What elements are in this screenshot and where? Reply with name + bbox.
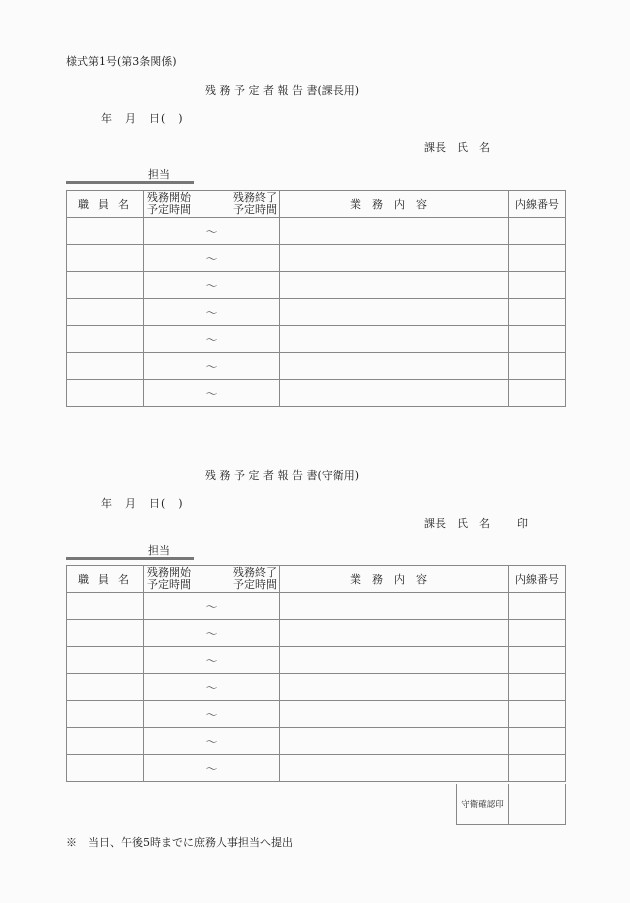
name-cell[interactable] [67, 647, 144, 674]
header-start-time: 残務開始 予定時間 [147, 191, 191, 216]
work-cell[interactable] [280, 674, 509, 701]
table-row [67, 755, 566, 782]
section1-signature-label: 課長 氏 名 [424, 141, 490, 154]
time-cell[interactable]: ～ [144, 755, 280, 782]
ext-cell[interactable] [509, 299, 566, 326]
guard-seal-cell[interactable] [509, 784, 565, 824]
section1-table [66, 190, 566, 407]
name-cell[interactable] [67, 620, 144, 647]
work-cell[interactable] [280, 272, 509, 299]
table-row [67, 701, 566, 728]
name-cell[interactable] [67, 326, 144, 353]
name-cell[interactable] [67, 245, 144, 272]
name-cell[interactable] [67, 728, 144, 755]
work-cell[interactable] [280, 353, 509, 380]
time-cell[interactable]: ～ [144, 272, 280, 299]
section1-title: 残 務 予 定 者 報 告 書(課長用) [205, 84, 360, 97]
name-cell[interactable] [67, 218, 144, 245]
time-cell[interactable]: ～ [144, 728, 280, 755]
time-cell[interactable]: ～ [144, 326, 280, 353]
section1-tanto-label: 担当 [148, 168, 170, 181]
section2-title: 残 務 予 定 者 報 告 書(守衛用) [205, 469, 360, 482]
table-row [67, 272, 566, 299]
guard-confirm-box [456, 784, 566, 825]
time-cell[interactable]: ～ [144, 647, 280, 674]
header-employee-name: 職員名 [67, 191, 144, 218]
time-cell[interactable]: ～ [144, 299, 280, 326]
header-time [144, 191, 280, 218]
work-cell[interactable] [280, 755, 509, 782]
time-cell[interactable]: ～ [144, 218, 280, 245]
time-cell[interactable]: ～ [144, 674, 280, 701]
time-cell[interactable]: ～ [144, 245, 280, 272]
time-cell[interactable]: ～ [144, 701, 280, 728]
ext-cell[interactable] [509, 647, 566, 674]
ext-cell[interactable] [509, 353, 566, 380]
work-cell[interactable] [280, 701, 509, 728]
header-employee-name: 職員名 [67, 566, 144, 593]
table-row [67, 620, 566, 647]
table-row [67, 674, 566, 701]
time-cell[interactable]: ～ [144, 353, 280, 380]
table-row [67, 593, 566, 620]
ext-cell[interactable] [509, 380, 566, 407]
table-row [67, 326, 566, 353]
table-row [67, 647, 566, 674]
table-row [67, 728, 566, 755]
section2-tanto-underline [66, 557, 194, 560]
work-cell[interactable] [280, 380, 509, 407]
time-cell[interactable]: ～ [144, 380, 280, 407]
work-cell[interactable] [280, 218, 509, 245]
ext-cell[interactable] [509, 245, 566, 272]
name-cell[interactable] [67, 272, 144, 299]
table-row [67, 380, 566, 407]
name-cell[interactable] [67, 299, 144, 326]
form-id: 様式第1号(第3条関係) [66, 55, 177, 68]
name-cell[interactable] [67, 701, 144, 728]
section2-date[interactable]: 年 月 日( ) [101, 497, 184, 510]
work-cell[interactable] [280, 593, 509, 620]
table-row [67, 245, 566, 272]
ext-cell[interactable] [509, 674, 566, 701]
work-cell[interactable] [280, 728, 509, 755]
header-extension: 内線番号 [509, 191, 566, 218]
section2-tanto-label: 担当 [148, 544, 170, 557]
header-time [144, 566, 280, 593]
ext-cell[interactable] [509, 218, 566, 245]
name-cell[interactable] [67, 674, 144, 701]
header-extension: 内線番号 [509, 566, 566, 593]
ext-cell[interactable] [509, 593, 566, 620]
name-cell[interactable] [67, 593, 144, 620]
section1-date[interactable]: 年 月 日( ) [101, 112, 184, 125]
guard-confirm-label: 守衛確認印 [457, 784, 509, 824]
ext-cell[interactable] [509, 326, 566, 353]
table-row [67, 299, 566, 326]
ext-cell[interactable] [509, 620, 566, 647]
section2-seal-label: 印 [517, 517, 528, 530]
section2-signature-label: 課長 氏 名 [424, 517, 490, 530]
header-end-time: 残務終了 予定時間 [233, 566, 277, 591]
header-work-content: 業務内容 [280, 191, 509, 218]
work-cell[interactable] [280, 326, 509, 353]
table-row [67, 218, 566, 245]
work-cell[interactable] [280, 620, 509, 647]
section2-header-row [67, 566, 566, 593]
section2-table [66, 565, 566, 782]
section1-tanto-underline [66, 181, 194, 184]
work-cell[interactable] [280, 245, 509, 272]
name-cell[interactable] [67, 755, 144, 782]
name-cell[interactable] [67, 353, 144, 380]
header-start-time: 残務開始 予定時間 [147, 566, 191, 591]
name-cell[interactable] [67, 380, 144, 407]
time-cell[interactable]: ～ [144, 593, 280, 620]
table-row [67, 353, 566, 380]
ext-cell[interactable] [509, 701, 566, 728]
work-cell[interactable] [280, 647, 509, 674]
work-cell[interactable] [280, 299, 509, 326]
footnote: ※ 当日、午後5時までに庶務人事担当へ提出 [66, 836, 293, 849]
section1-header-row [67, 191, 566, 218]
time-cell[interactable]: ～ [144, 620, 280, 647]
ext-cell[interactable] [509, 755, 566, 782]
header-work-content: 業務内容 [280, 566, 509, 593]
ext-cell[interactable] [509, 728, 566, 755]
header-end-time: 残務終了 予定時間 [233, 191, 277, 216]
ext-cell[interactable] [509, 272, 566, 299]
